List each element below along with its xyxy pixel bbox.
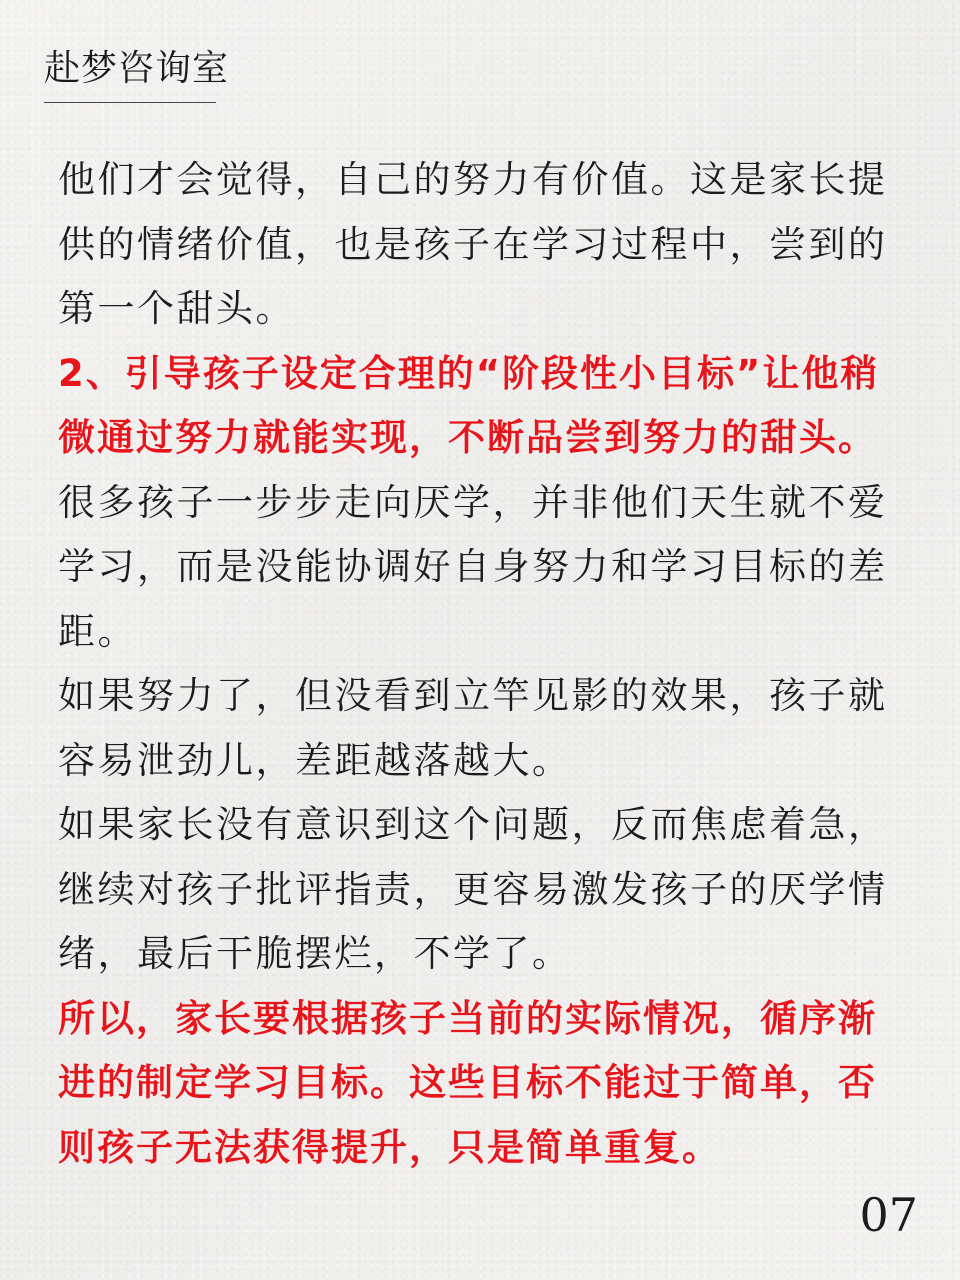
highlight-heading: 2、引导孩子设定合理的“阶段性小目标”让他稍微通过努力就能实现，不断品尝到努力的甜头。 [58,351,880,459]
article-body [58,148,908,1180]
highlight-conclusion: 所以，家长要根据孩子当前的实际情况，循序渐进的制定学习目标。这些目标不能过于简单，否则孩子无法获得提升，只是简单重复。 [58,996,877,1169]
brand-underline [44,102,216,103]
paragraph: 如果努力了，但没看到立竿见影的效果，孩子就容易泄劲儿，差距越落越大。 [58,674,888,782]
header [44,44,230,103]
paragraph: 很多孩子一步步走向厌学，并非他们天生就不爱学习，而是没能协调好自身努力和学习目标的差距。 [58,480,888,653]
brand-title: 赴梦咨询室 [44,48,230,89]
paragraph: 如果家长没有意识到这个问题，反而焦虑着急，继续对孩子批评指责，更容易激发孩子的厌学情绪，最后干脆摆烂，不学了。 [58,803,888,975]
page-number: 07 [859,1188,918,1242]
paragraph: 他们才会觉得，自己的努力有价值。这是家长提供的情绪价值，也是孩子在学习过程中，尝到的第一个甜头。 [58,158,888,330]
